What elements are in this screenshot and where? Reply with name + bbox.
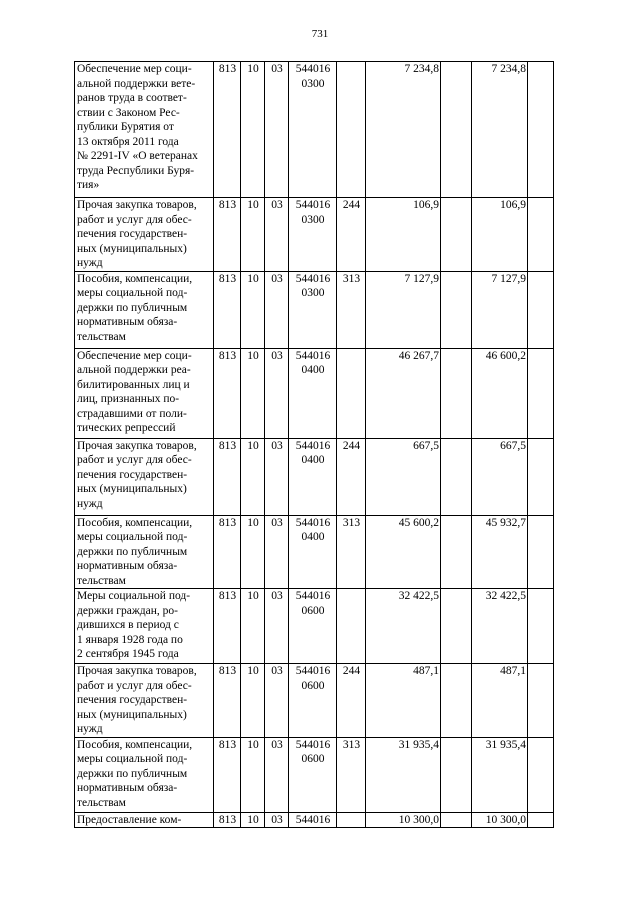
ministry-code: 813: [214, 664, 241, 738]
amount-year-2: 7 234,8: [472, 62, 528, 198]
expense-type-code: [337, 348, 366, 438]
empty-cell: [441, 812, 472, 828]
section-code: 10: [241, 271, 265, 348]
ministry-code: 813: [214, 348, 241, 438]
budget-item-name: Прочая закупка товаров, работ и услуг для обес- печения государствен- ных (муниципальных) нужд: [75, 438, 214, 515]
target-article-code: 544016 0600: [289, 664, 337, 738]
target-article-code: 544016: [289, 812, 337, 828]
empty-cell: [528, 348, 554, 438]
budget-table-body: [75, 62, 554, 828]
empty-cell: [528, 737, 554, 812]
target-article-code: 544016 0600: [289, 737, 337, 812]
empty-cell: [441, 348, 472, 438]
subsection-code: 03: [265, 589, 289, 664]
subsection-code: 03: [265, 737, 289, 812]
ministry-code: 813: [214, 737, 241, 812]
table-row: [75, 664, 554, 738]
ministry-code: 813: [214, 812, 241, 828]
budget-table: [74, 61, 554, 828]
ministry-code: 813: [214, 271, 241, 348]
amount-year-2: 7 127,9: [472, 271, 528, 348]
empty-cell: [441, 589, 472, 664]
empty-cell: [441, 271, 472, 348]
expense-type-code: 244: [337, 438, 366, 515]
page-number: 731: [311, 28, 329, 40]
expense-type-code: 313: [337, 515, 366, 589]
subsection-code: 03: [265, 271, 289, 348]
budget-item-name: Прочая закупка товаров, работ и услуг для обес- печения государствен- ных (муниципальных) нужд: [75, 198, 214, 272]
empty-cell: [528, 62, 554, 198]
amount-year-1: 31 935,4: [366, 737, 441, 812]
empty-cell: [528, 664, 554, 738]
subsection-code: 03: [265, 348, 289, 438]
empty-cell: [441, 737, 472, 812]
target-article-code: 544016 0300: [289, 62, 337, 198]
section-code: 10: [241, 198, 265, 272]
amount-year-1: 46 267,7: [366, 348, 441, 438]
amount-year-1: 667,5: [366, 438, 441, 515]
amount-year-1: 7 234,8: [366, 62, 441, 198]
budget-item-name: Обеспечение мер соци- альной поддержки вете- ранов труда в соответ- ствии с Законом Рес- публики Бурятия от 13 октября 2011 года № 2291-IV «О ветеранах труда Республики Буря- тия»: [75, 62, 214, 198]
empty-cell: [441, 198, 472, 272]
amount-year-2: 32 422,5: [472, 589, 528, 664]
table-row: [75, 438, 554, 515]
empty-cell: [528, 812, 554, 828]
table-row: [75, 589, 554, 664]
expense-type-code: [337, 812, 366, 828]
budget-item-name: Прочая закупка товаров, работ и услуг для обес- печения государствен- ных (муниципальных) нужд: [75, 664, 214, 738]
ministry-code: 813: [214, 198, 241, 272]
ministry-code: 813: [214, 589, 241, 664]
subsection-code: 03: [265, 812, 289, 828]
budget-item-name: Пособия, компенсации, меры социальной под- держки по публичным нормативным обяза- тельствам: [75, 271, 214, 348]
amount-year-2: 106,9: [472, 198, 528, 272]
budget-item-name: Пособия, компенсации, меры социальной под- держки по публичным нормативным обяза- тельствам: [75, 737, 214, 812]
amount-year-2: 31 935,4: [472, 737, 528, 812]
table-row: [75, 348, 554, 438]
target-article-code: 544016 0400: [289, 438, 337, 515]
subsection-code: 03: [265, 664, 289, 738]
expense-type-code: 313: [337, 737, 366, 812]
expense-type-code: 244: [337, 664, 366, 738]
subsection-code: 03: [265, 198, 289, 272]
section-code: 10: [241, 664, 265, 738]
section-code: 10: [241, 737, 265, 812]
expense-type-code: [337, 589, 366, 664]
amount-year-2: 45 932,7: [472, 515, 528, 589]
budget-item-name: Предоставление ком-: [75, 812, 214, 828]
table-row: [75, 515, 554, 589]
empty-cell: [528, 198, 554, 272]
expense-type-code: 244: [337, 198, 366, 272]
subsection-code: 03: [265, 515, 289, 589]
empty-cell: [441, 62, 472, 198]
amount-year-1: 45 600,2: [366, 515, 441, 589]
budget-item-name: Пособия, компенсации, меры социальной под- держки по публичным нормативным обяза- тельствам: [75, 515, 214, 589]
amount-year-1: 487,1: [366, 664, 441, 738]
amount-year-2: 667,5: [472, 438, 528, 515]
empty-cell: [528, 271, 554, 348]
amount-year-1: 32 422,5: [366, 589, 441, 664]
section-code: 10: [241, 515, 265, 589]
target-article-code: 544016 0400: [289, 348, 337, 438]
ministry-code: 813: [214, 438, 241, 515]
section-code: 10: [241, 62, 265, 198]
empty-cell: [528, 438, 554, 515]
table-row: [75, 62, 554, 198]
ministry-code: 813: [214, 515, 241, 589]
subsection-code: 03: [265, 438, 289, 515]
expense-type-code: [337, 62, 366, 198]
section-code: 10: [241, 812, 265, 828]
empty-cell: [441, 438, 472, 515]
amount-year-1: 106,9: [366, 198, 441, 272]
amount-year-1: 10 300,0: [366, 812, 441, 828]
section-code: 10: [241, 589, 265, 664]
subsection-code: 03: [265, 62, 289, 198]
section-code: 10: [241, 438, 265, 515]
empty-cell: [528, 515, 554, 589]
target-article-code: 544016 0300: [289, 198, 337, 272]
amount-year-2: 10 300,0: [472, 812, 528, 828]
amount-year-1: 7 127,9: [366, 271, 441, 348]
table-row: [75, 812, 554, 828]
empty-cell: [441, 664, 472, 738]
expense-type-code: 313: [337, 271, 366, 348]
budget-item-name: Меры социальной под- держки граждан, ро- дившихся в период с 1 января 1928 года по 2 сентября 1945 года: [75, 589, 214, 664]
empty-cell: [441, 515, 472, 589]
section-code: 10: [241, 348, 265, 438]
budget-item-name: Обеспечение мер соци- альной поддержки реа- билитированных лиц и лиц, признанных по- страдавшими от поли- тических репрессий: [75, 348, 214, 438]
table-row: [75, 198, 554, 272]
amount-year-2: 487,1: [472, 664, 528, 738]
table-row: [75, 271, 554, 348]
target-article-code: 544016 0300: [289, 271, 337, 348]
target-article-code: 544016 0400: [289, 515, 337, 589]
ministry-code: 813: [214, 62, 241, 198]
empty-cell: [528, 589, 554, 664]
amount-year-2: 46 600,2: [472, 348, 528, 438]
target-article-code: 544016 0600: [289, 589, 337, 664]
table-row: [75, 737, 554, 812]
